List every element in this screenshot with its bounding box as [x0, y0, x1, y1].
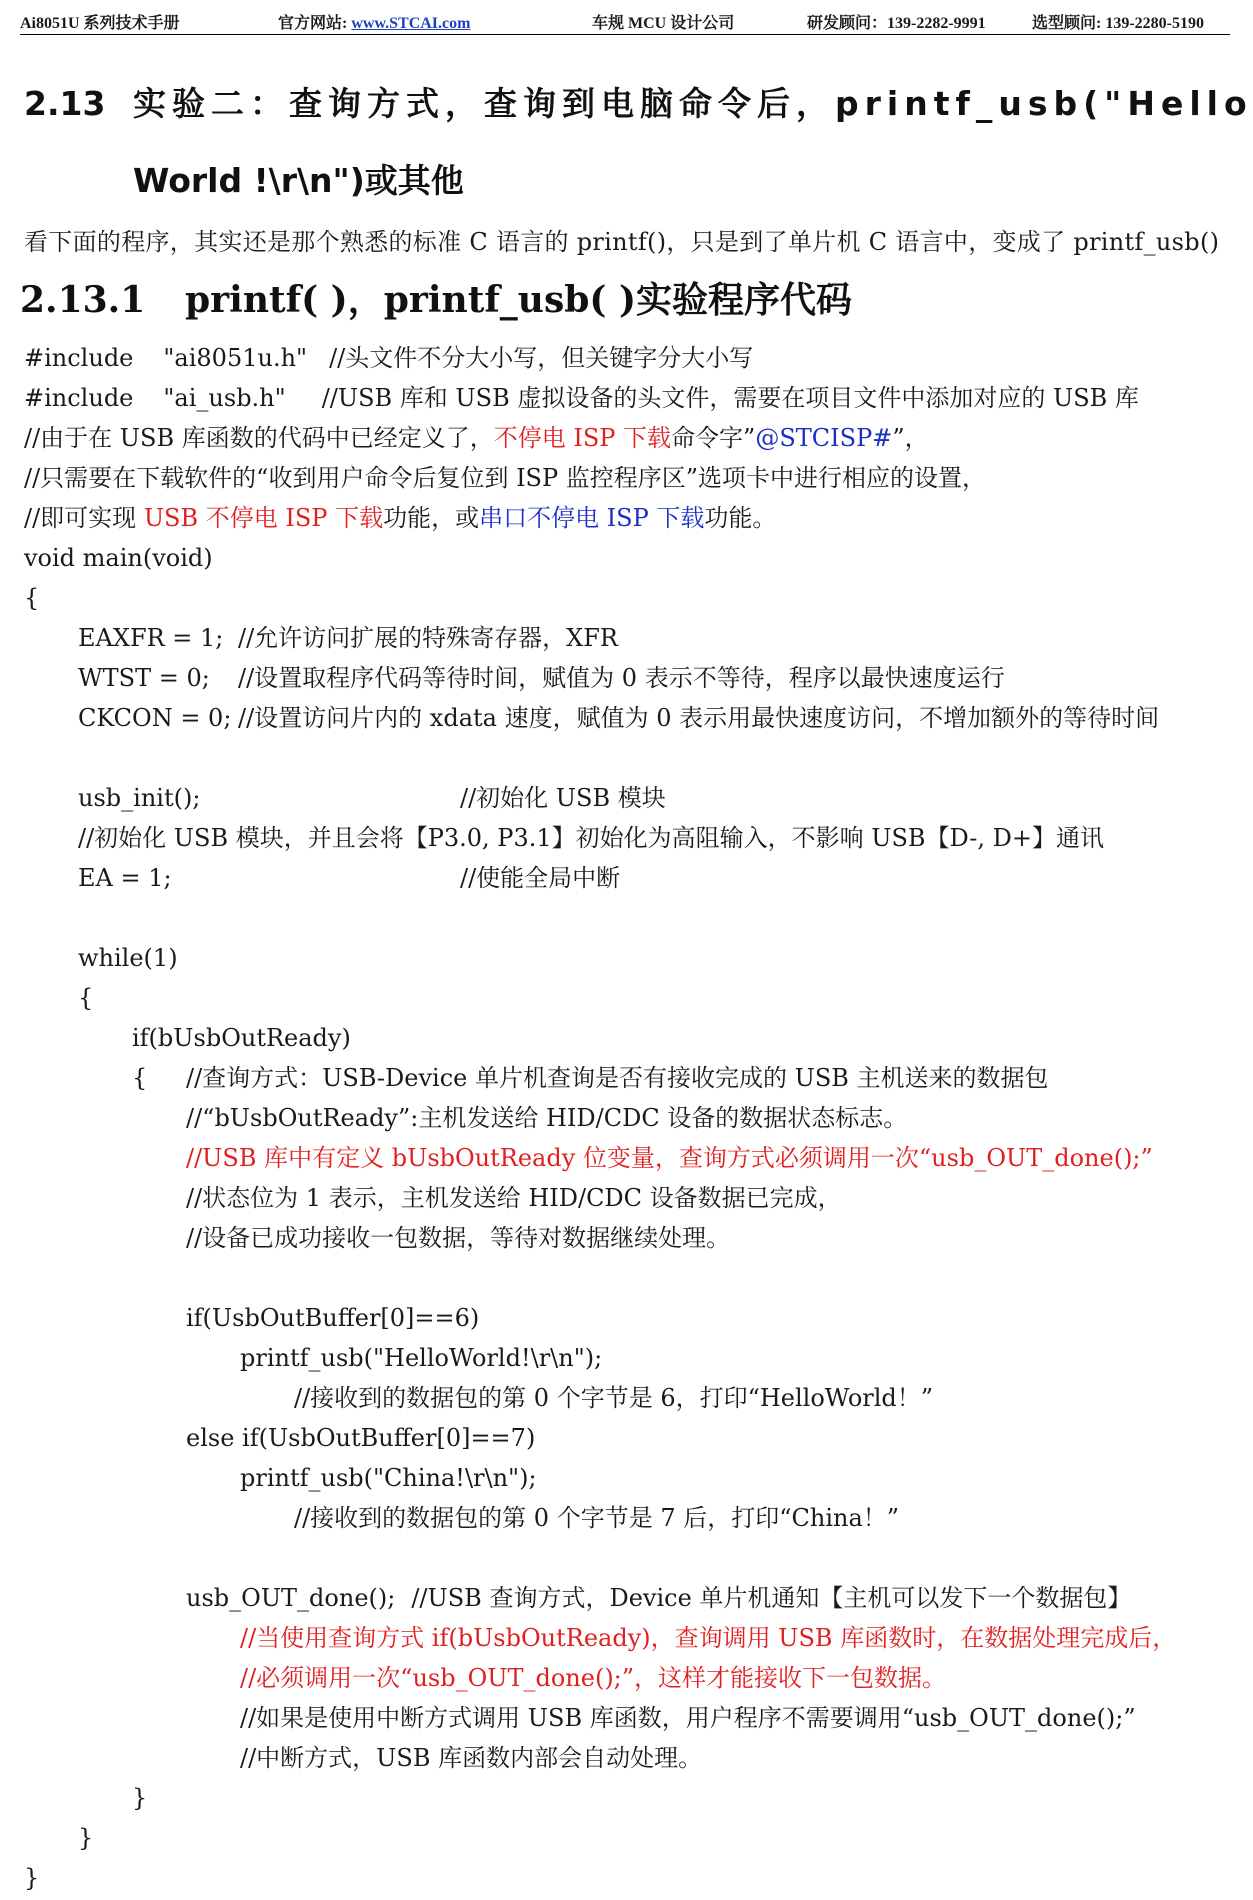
code-line-usb-out-done: usb_OUT_done(); //USB 查询方式，Device 单片机通知【主机可以发下一个数据包】 — [186, 1584, 1132, 1612]
code-line-print-china: printf_usb("China!\r\n"); — [240, 1464, 537, 1492]
subsection-heading — [20, 272, 852, 323]
code-line-if6: if(UsbOutBuffer[0]==6) — [186, 1304, 480, 1332]
section-heading — [24, 78, 1253, 125]
code-line-include1: #include "ai8051u.h" //头文件不分大小写，但关键字分大小写 — [24, 344, 754, 372]
code-line-brace: } — [24, 1864, 40, 1892]
code-line-query5: //设备已成功接收一包数据，等待对数据继续处理。 — [186, 1224, 731, 1252]
intro-paragraph: 看下面的程序，其实还是那个熟悉的标准 C 语言的 printf()，只是到了单片机 C 语言中，变成了 printf_usb() — [24, 228, 1220, 256]
code-line-brace: { — [78, 984, 94, 1012]
code-line-include2: #include "ai_usb.h" //USB 库和 USB 虚拟设备的头文件，需要在项目文件中添加对应的 USB 库 — [24, 384, 1139, 412]
code-line-comment3: //由于在 USB 库函数的代码中已经定义了，不停电 ISP 下载命令字”@STCISP#”， — [24, 424, 929, 452]
code-line-brace: { — [132, 1064, 148, 1092]
code-line-usb-init: usb_init(); //初始化 USB 模块 — [78, 784, 666, 812]
code-line-eaxfr: EAXFR = 1; //允许访问扩展的特殊寄存器，XFR — [78, 624, 618, 652]
rd-advisor: 研发顾问：139-2282-9991 — [807, 15, 986, 32]
code-line-query1: //查询方式：USB-Device 单片机查询是否有接收完成的 USB 主机送来的数据包 — [186, 1064, 1049, 1092]
page-header — [20, 8, 1230, 35]
section-number: 2.13 — [24, 84, 106, 123]
website-label: 官方网站: www.STCAI.com — [278, 15, 471, 32]
code-line-query2: //“bUsbOutReady”:主机发送给 HID/CDC 设备的数据状态标志。 — [186, 1104, 908, 1132]
code-line-ckcon: CKCON = 0; //设置访问片内的 xdata 速度，赋值为 0 表示用最快速度访问，不增加额外的等待时间 — [78, 704, 1160, 732]
code-line-done2: //必须调用一次“usb_OUT_done();”，这样才能接收下一包数据。 — [240, 1664, 947, 1692]
code-line-if7: else if(UsbOutBuffer[0]==7) — [186, 1424, 536, 1452]
subsection-title: printf( )，printf_usb( )实验程序代码 — [185, 279, 853, 321]
code-line-done1: //当使用查询方式 if(bUsbOutReady)，查询调用 USB 库函数时，在数据处理完成后， — [240, 1624, 1177, 1652]
selection-advisor: 选型顾问: 139-2280-5190 — [1032, 15, 1204, 32]
company-label: 车规 MCU 设计公司 — [592, 15, 735, 32]
code-line-brace: { — [24, 584, 40, 612]
code-line-main: void main(void) — [24, 544, 213, 572]
code-line-while: while(1) — [78, 944, 178, 972]
code-line-done3: //如果是使用中断方式调用 USB 库函数，用户程序不需要调用“usb_OUT_done();” — [240, 1704, 1136, 1732]
code-line-print-hello: printf_usb("HelloWorld!\r\n"); — [240, 1344, 603, 1372]
code-line-if-ready: if(bUsbOutReady) — [132, 1024, 351, 1052]
code-line-done4: //中断方式，USB 库函数内部会自动处理。 — [240, 1744, 703, 1772]
code-line-comment4: //只需要在下载软件的“收到用户命令后复位到 ISP 监控程序区”选项卡中进行相应的设置， — [24, 464, 987, 492]
code-line-china-comment: //接收到的数据包的第 0 个字节是 7 后，打印“China！” — [294, 1504, 900, 1532]
code-line-wtst: WTST = 0; //设置取程序代码等待时间，赋值为 0 表示不等待，程序以最快速度运行 — [78, 664, 1005, 692]
website-link[interactable]: www.STCAI.com — [351, 15, 471, 32]
code-line-comment5: //即可实现 USB 不停电 ISP 下载功能，或串口不停电 ISP 下载功能。 — [24, 504, 777, 532]
code-line-brace: } — [78, 1824, 94, 1852]
section-title-line2: World !\r\n")或其他 — [133, 161, 464, 200]
code-line-brace: } — [132, 1784, 148, 1812]
code-line-usb-init-comment: //初始化 USB 模块，并且会将【P3.0, P3.1】初始化为高阻输入，不影响 USB【D-, D+】通讯 — [78, 824, 1104, 852]
manual-title: Ai8051U 系列技术手册 — [20, 15, 180, 32]
code-line-query4: //状态位为 1 表示，主机发送给 HID/CDC 设备数据已完成， — [186, 1184, 842, 1212]
code-line-query3: //USB 库中有定义 bUsbOutReady 位变量，查询方式必须调用一次“usb_OUT_done();” — [186, 1144, 1153, 1172]
code-line-hello-comment: //接收到的数据包的第 0 个字节是 6，打印“HelloWorld！” — [294, 1384, 934, 1412]
section-title-line1: 实验二：查询方式，查询到电脑命令后，printf_usb("Hello — [133, 84, 1253, 123]
subsection-number: 2.13.1 — [20, 279, 146, 321]
code-line-ea: EA = 1; //使能全局中断 — [78, 864, 621, 892]
